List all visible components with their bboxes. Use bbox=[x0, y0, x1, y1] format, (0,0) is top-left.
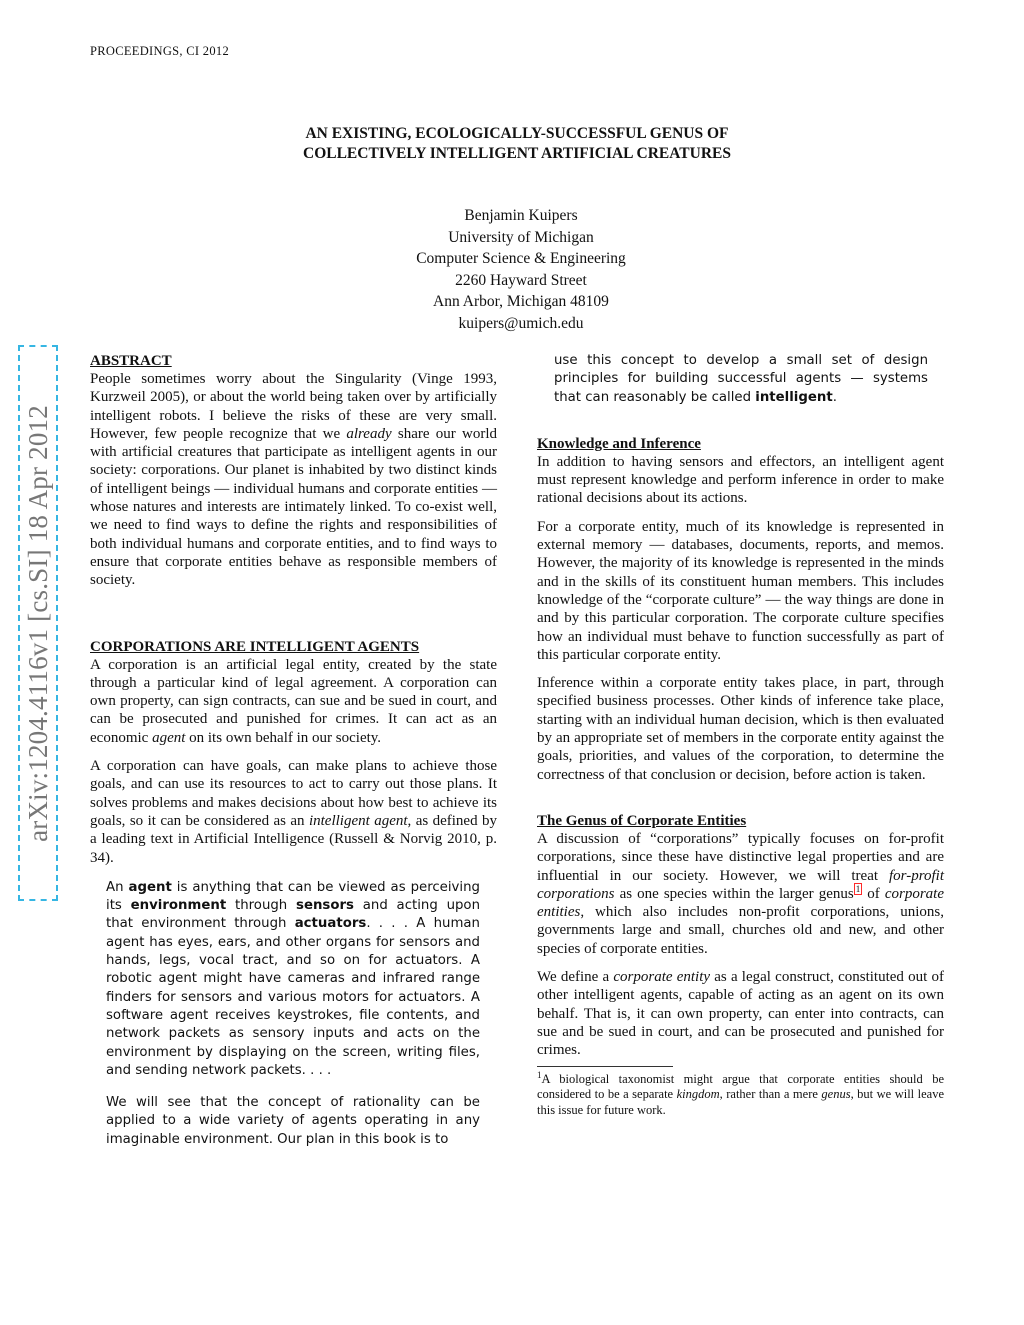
arxiv-identifier: arXiv:1204.4116v1 [cs.SI] 18 Apr 2012 bbox=[22, 404, 53, 842]
author-department: Computer Science & Engineering bbox=[416, 250, 626, 268]
block-quote-2: We will see that the concept of rationality can be applied to a wide variety of agents operating in any imaginable environment. Our plan in this book is to bbox=[106, 1095, 480, 1147]
arxiv-stamp[interactable] bbox=[18, 345, 58, 901]
footnote-divider bbox=[537, 1066, 673, 1067]
corporations-paragraph-1: A corporation is an artificial legal entity, created by the state through a particular kind of legal agreement. A corporation can own property, can sign contracts, can sue and be sued in court, and can be prosecuted and punished for crimes. It can act as an economic agent on its own behalf in our society. bbox=[90, 656, 497, 746]
abstract-heading: ABSTRACT bbox=[90, 353, 172, 369]
author-city: Ann Arbor, Michigan 48109 bbox=[433, 293, 609, 311]
section-heading-knowledge: Knowledge and Inference bbox=[537, 435, 701, 452]
paper-title bbox=[140, 124, 894, 164]
title-line-1: AN EXISTING, ECOLOGICALLY-SUCCESSFUL GENUS OF bbox=[305, 125, 729, 142]
section-heading-corporations: CORPORATIONS ARE INTELLIGENT AGENTS bbox=[90, 638, 420, 655]
knowledge-paragraph-2: For a corporate entity, much of its knowledge is represented in external memory — databases, documents, reports, and memos. However, the majority of its knowledge is represented in the minds and in the skills of its constituent human members. This includes knowledge of the “corporate culture” — the way things are done in and by this particular corporation. The corporate culture specifies how an individual must behave to function successfully as part of this particular corporate entity. bbox=[537, 518, 944, 663]
abstract-text: People sometimes worry about the Singularity (Vinge 1993, Kurzweil 2005), or about the world being taken over by artificially intelligent robots. I believe the risks of these are very small. However, few people recognize that we already share our world with artificial creatures that participate as intelligent agents in our society: corporations. Our planet is inhabited by two distinct kinds of intelligent beings — individual humans and corporate entities — whose natures and interests are intimately linked. To co-exist well, we need to find ways to define the rights and responsibilities of both individual humans and corporate entities, and to find ways to ensure that corporate entities behave as responsible members of society. bbox=[90, 371, 498, 589]
author-name: Benjamin Kuipers bbox=[464, 207, 578, 224]
block-quote-continuation: use this concept to develop a small set of design principles for building successful agents — systems that can reasonably be called intelligent. bbox=[554, 353, 928, 405]
right-column bbox=[537, 352, 944, 1118]
genus-paragraph-1: A discussion of “corporations” typically focuses on for-profit corporations, since these have distinctive legal properties and are influential in our society. However, we will treat for-profit corporations as one species within the larger genus $^1$ of corporate entities, which also includes non-profit corporations, unions, governments large and small, churches old and new, and other species of corporate entities. bbox=[537, 830, 944, 957]
running-head: PROCEEDINGS, CI 2012 bbox=[90, 44, 229, 58]
author-email[interactable]: kuipers@umich.edu bbox=[458, 314, 584, 332]
author-street: 2260 Hayward Street bbox=[455, 271, 587, 289]
knowledge-paragraph-1: In addition to having sensors and effectors, an intelligent agent must represent knowledge and perform inference in order to make rational decisions about its actions. bbox=[537, 453, 944, 507]
author-affiliation: University of Michigan bbox=[448, 228, 594, 246]
title-line-2: COLLECTIVELY INTELLIGENT ARTIFICIAL CREATURES bbox=[303, 145, 731, 162]
footnote-link[interactable]: 1 bbox=[855, 883, 861, 894]
section-heading-genus: The Genus of Corporate Entities bbox=[537, 812, 747, 829]
left-column bbox=[90, 352, 497, 1159]
author-block bbox=[300, 205, 742, 335]
corporations-paragraph-2: A corporation can have goals, can make plans to achieve those goals, and can use its resources to act to carry out those plans. It solves problems and makes decisions about how best to achieve its goals, so it can be considered as an intelligent agent, as defined by a leading text in Artificial Intelligence (Russell & Norvig 2010, p. 34). bbox=[90, 758, 497, 866]
knowledge-paragraph-3: Inference within a corporate entity takes place, in part, through specified business processes. Other kinds of inference take place, starting with an individual human decision, which is then evaluated by an appropriate set of members in the corporate entity against the goals, priorities, and values of the corporation, to determine the correctness of that conclusion or decision, before action is taken. bbox=[537, 675, 944, 783]
genus-paragraph-2: We define a corporate entity as a legal construct, constituted out of other intelligent agents, capable of acting as an agent on its own behalf. That is, it can own property, can enter into contracts, can sue and be sued in court, and can be prosecuted and punished for crimes. bbox=[537, 969, 944, 1059]
block-quote-1: An agent is anything that can be viewed as perceiving its environment through sensors and acting upon that environment through actuators. . . . A human agent has eyes, ears, and other organs for sensors and hands, legs, vocal tract, and so on for actuators. A robotic agent might have cameras and infrared range finders for sensors and various motors for actuators. A software agent receives keystrokes, file contents, and network packets as sensory inputs and acts on the environment by displaying on the screen, writing files, and sending network packets. . . . bbox=[106, 879, 480, 1078]
footnote-1: $^1$A biological taxonomist might argue that corporate entities should be considered to be a separate kingdom, rather than a mere genus, but we will leave this issue for future work. bbox=[537, 1069, 944, 1117]
